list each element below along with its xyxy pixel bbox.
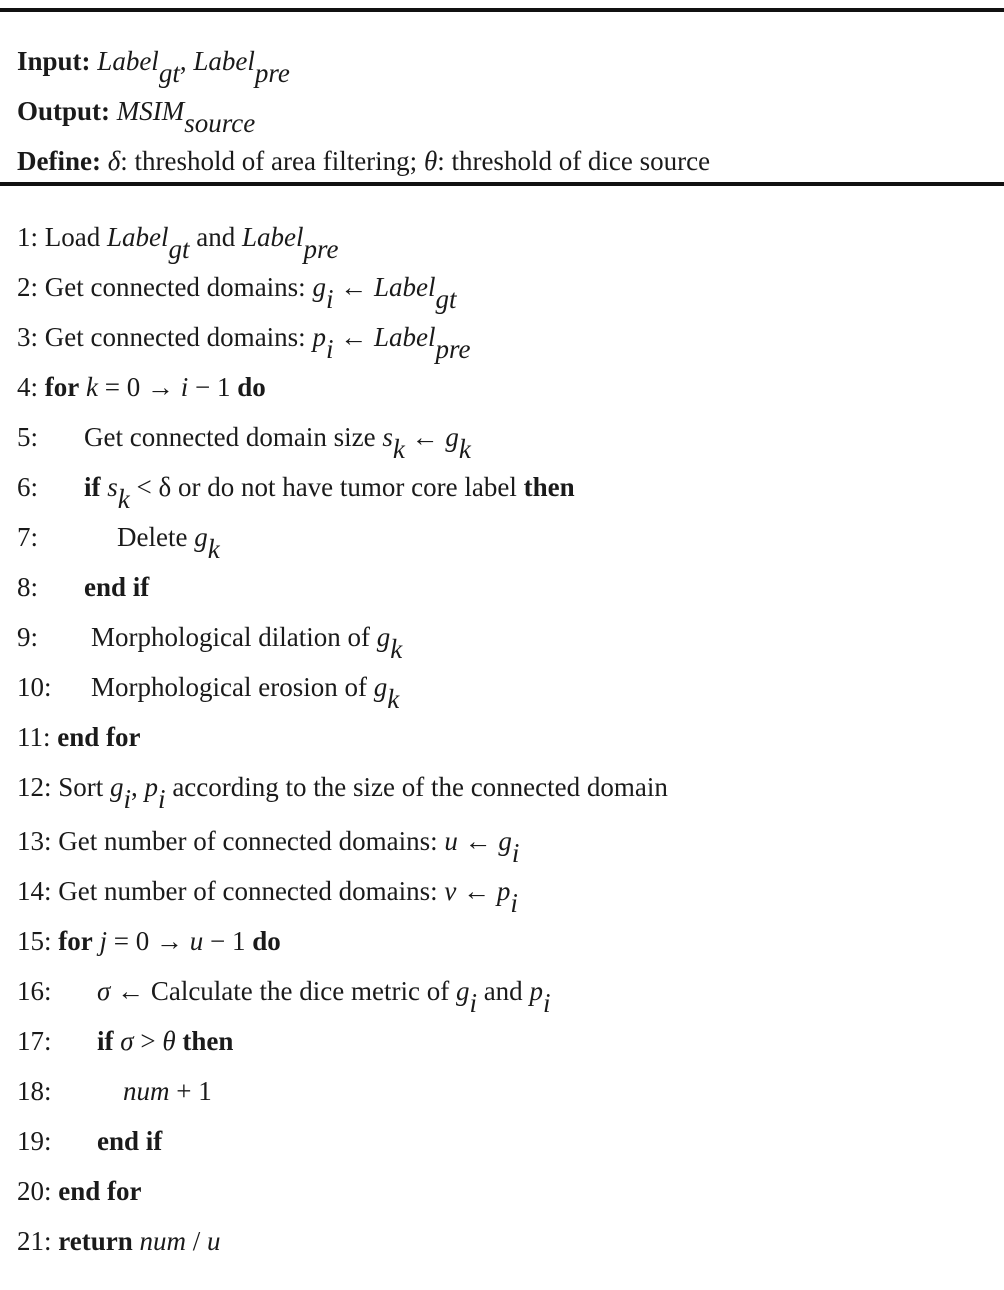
var: Label bbox=[242, 222, 304, 252]
step-7 bbox=[17, 522, 220, 565]
text: − 1 bbox=[188, 372, 238, 402]
var: σ bbox=[97, 976, 111, 1006]
var: p bbox=[496, 876, 511, 906]
text: according to the size of the connected domain bbox=[165, 772, 668, 802]
text: / bbox=[186, 1226, 208, 1256]
step-num: 21: bbox=[17, 1226, 52, 1256]
var: g bbox=[194, 522, 208, 552]
input-label: Input: bbox=[17, 46, 91, 76]
step-8 bbox=[17, 572, 149, 602]
sep: , bbox=[179, 46, 187, 76]
text: Get connected domains: bbox=[44, 322, 313, 352]
sub: i bbox=[510, 888, 518, 919]
step-num: 2: bbox=[17, 272, 39, 302]
arrow: ← bbox=[333, 272, 374, 302]
step-num: 17: bbox=[17, 1026, 52, 1056]
sub: i bbox=[325, 284, 334, 315]
var: g bbox=[376, 622, 391, 652]
keyword: end for bbox=[58, 1176, 142, 1206]
keyword: end for bbox=[57, 722, 141, 752]
text: = 0 → bbox=[97, 372, 181, 402]
sub: pre bbox=[435, 334, 471, 365]
sub: k bbox=[117, 484, 130, 515]
sub: gt bbox=[168, 234, 190, 265]
text: Morphological dilation of bbox=[91, 622, 377, 652]
define-text-2: : threshold of dice source bbox=[437, 146, 711, 176]
step-17 bbox=[17, 1026, 233, 1056]
step-num: 8: bbox=[17, 572, 39, 602]
step-num: 15: bbox=[17, 926, 52, 956]
text: < δ or do not have tumor core label bbox=[129, 472, 524, 502]
text: Sort bbox=[58, 772, 111, 802]
var: k bbox=[86, 372, 98, 402]
step-num: 19: bbox=[17, 1126, 52, 1156]
step-6 bbox=[17, 472, 575, 515]
sub: i bbox=[325, 334, 334, 365]
step-9 bbox=[17, 622, 403, 665]
step-num: 5: bbox=[17, 422, 39, 452]
text: = 0 → bbox=[107, 926, 190, 956]
text: + 1 bbox=[169, 1076, 212, 1106]
step-11 bbox=[17, 722, 141, 752]
var: σ bbox=[120, 1026, 134, 1056]
var: num bbox=[139, 1226, 187, 1256]
var: p bbox=[144, 772, 159, 802]
var: u bbox=[189, 926, 204, 956]
text: Get number of connected domains: bbox=[58, 876, 445, 906]
var: v bbox=[444, 876, 457, 906]
keyword: if bbox=[97, 1026, 114, 1056]
keyword: do bbox=[237, 372, 266, 402]
var: num bbox=[123, 1076, 170, 1106]
define-label: Define: bbox=[17, 146, 101, 176]
sub: gt bbox=[158, 58, 180, 89]
theta: θ bbox=[423, 146, 438, 176]
define-text-1: : threshold of area filtering; bbox=[120, 146, 424, 176]
step-num: 11: bbox=[17, 722, 51, 752]
var: u bbox=[207, 1226, 221, 1256]
step-14 bbox=[17, 876, 518, 919]
step-19 bbox=[17, 1126, 162, 1156]
step-5 bbox=[17, 422, 471, 465]
sub: k bbox=[390, 634, 403, 665]
sub: pre bbox=[303, 234, 339, 265]
sub: pre bbox=[254, 58, 290, 89]
text: , bbox=[131, 772, 145, 802]
var: p bbox=[312, 322, 326, 352]
step-10 bbox=[17, 672, 400, 715]
text: Get number of connected domains: bbox=[58, 826, 445, 856]
text: and bbox=[189, 222, 243, 252]
var: j bbox=[99, 926, 108, 956]
text: > bbox=[133, 1026, 163, 1056]
keyword: end if bbox=[84, 572, 150, 602]
input-line bbox=[17, 46, 290, 89]
output-label: Output: bbox=[17, 96, 111, 126]
var: i bbox=[180, 372, 189, 402]
step-num: 4: bbox=[17, 372, 39, 402]
keyword: end if bbox=[97, 1126, 163, 1156]
var: Label bbox=[107, 222, 169, 252]
step-13 bbox=[17, 826, 520, 869]
step-num: 1: bbox=[17, 222, 39, 252]
step-num: 10: bbox=[17, 672, 52, 702]
text: − 1 bbox=[203, 926, 253, 956]
output-line bbox=[17, 96, 256, 139]
text: Load bbox=[44, 222, 107, 252]
var: s bbox=[382, 422, 393, 452]
sub: k bbox=[387, 684, 400, 715]
step-num: 18: bbox=[17, 1076, 52, 1106]
arrow: ← bbox=[333, 322, 374, 352]
text: Morphological erosion of bbox=[91, 672, 374, 702]
text: Get connected domains: bbox=[44, 272, 313, 302]
step-num: 3: bbox=[17, 322, 39, 352]
sub: gt bbox=[435, 284, 457, 315]
step-16 bbox=[17, 976, 551, 1019]
step-20 bbox=[17, 1176, 142, 1206]
step-num: 16: bbox=[17, 976, 52, 1006]
step-3 bbox=[17, 322, 471, 365]
step-4 bbox=[17, 372, 266, 402]
var: g bbox=[373, 672, 388, 702]
var: g bbox=[445, 422, 459, 452]
step-num: 12: bbox=[17, 772, 52, 802]
sub: source bbox=[184, 108, 256, 139]
keyword: do bbox=[252, 926, 281, 956]
sub: k bbox=[392, 434, 405, 465]
var: θ bbox=[162, 1026, 176, 1056]
step-18 bbox=[17, 1076, 212, 1106]
var: Label bbox=[373, 272, 436, 302]
text: Delete bbox=[117, 522, 195, 552]
sub: i bbox=[542, 988, 551, 1019]
keyword: then bbox=[182, 1026, 234, 1056]
sub: i bbox=[511, 838, 520, 869]
arrow: ← bbox=[457, 826, 499, 856]
step-num: 14: bbox=[17, 876, 52, 906]
sub: i bbox=[158, 784, 166, 815]
text: Get connected domain size bbox=[84, 422, 383, 452]
sub: i bbox=[123, 784, 132, 815]
arrow: ← bbox=[404, 422, 446, 452]
label-pre: Label bbox=[193, 46, 255, 76]
step-num: 7: bbox=[17, 522, 39, 552]
sub: k bbox=[458, 434, 471, 465]
define-line bbox=[17, 146, 710, 176]
step-num: 13: bbox=[17, 826, 52, 856]
step-15 bbox=[17, 926, 281, 956]
var: g bbox=[110, 772, 124, 802]
text: ← Calculate the dice metric of bbox=[110, 976, 456, 1006]
text: and bbox=[476, 976, 530, 1006]
keyword: return bbox=[58, 1226, 133, 1256]
var: g bbox=[498, 826, 512, 856]
mid-rule bbox=[0, 182, 1004, 186]
delta: δ bbox=[107, 146, 121, 176]
var: g bbox=[312, 272, 326, 302]
step-1 bbox=[17, 222, 339, 265]
var: Label bbox=[373, 322, 436, 352]
step-num: 9: bbox=[17, 622, 39, 652]
var: g bbox=[455, 976, 470, 1006]
var: u bbox=[444, 826, 458, 856]
step-12 bbox=[17, 772, 668, 815]
keyword: if bbox=[84, 472, 101, 502]
step-2 bbox=[17, 272, 457, 315]
var: s bbox=[107, 472, 118, 502]
label-gt: Label bbox=[97, 46, 159, 76]
keyword: for bbox=[58, 926, 93, 956]
arrow: ← bbox=[456, 876, 497, 906]
step-num: 20: bbox=[17, 1176, 52, 1206]
step-21 bbox=[17, 1226, 221, 1256]
sub: k bbox=[207, 534, 220, 565]
keyword: for bbox=[44, 372, 80, 402]
msim: MSIM bbox=[116, 96, 185, 126]
var: p bbox=[529, 976, 543, 1006]
keyword: then bbox=[523, 472, 575, 502]
top-rule bbox=[0, 8, 1004, 12]
sub: i bbox=[469, 988, 477, 1019]
step-num: 6: bbox=[17, 472, 39, 502]
